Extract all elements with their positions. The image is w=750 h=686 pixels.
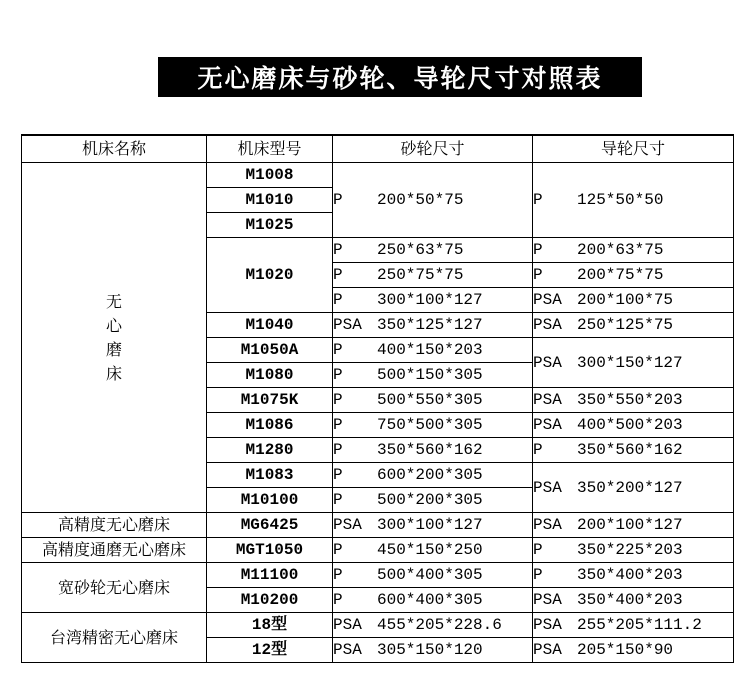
model-cell: M1040: [207, 313, 333, 338]
grinding-wheel-size-cell: PSA 300*100*127: [333, 513, 533, 538]
model-cell: 18型: [207, 613, 333, 638]
grinding-wheel-size-cell: P 350*560*162: [333, 438, 533, 463]
table-row: [22, 538, 734, 563]
grinding-wheel-size-cell: P 600*200*305: [333, 463, 533, 488]
grinding-wheel-size-cell: P 500*400*305: [333, 563, 533, 588]
grinding-wheel-size-cell: P 200*50*75: [333, 163, 533, 238]
model-cell: M1083: [207, 463, 333, 488]
guide-wheel-size-cell: P 200*63*75: [533, 238, 734, 263]
table-row: [22, 163, 734, 188]
model-cell: M1008: [207, 163, 333, 188]
guide-wheel-size-cell: PSA 350*200*127: [533, 463, 734, 513]
model-cell: MGT1050: [207, 538, 333, 563]
table-row: [22, 613, 734, 638]
grinding-wheel-size-cell: PSA 305*150*120: [333, 638, 533, 663]
table-row: [22, 513, 734, 538]
model-cell: M1075K: [207, 388, 333, 413]
model-cell: 12型: [207, 638, 333, 663]
grinding-wheel-size-cell: P 250*75*75: [333, 263, 533, 288]
model-cell: M1020: [207, 238, 333, 313]
model-cell: M1080: [207, 363, 333, 388]
model-cell: M10100: [207, 488, 333, 513]
grinding-wheel-size-cell: P 300*100*127: [333, 288, 533, 313]
category-cell: 高精度通磨无心磨床: [22, 538, 207, 563]
guide-wheel-size-cell: PSA 250*125*75: [533, 313, 734, 338]
model-cell: M1280: [207, 438, 333, 463]
page-title: 无心磨床与砂轮、导轮尺寸对照表: [158, 57, 642, 97]
grinding-wheel-size-cell: PSA 350*125*127: [333, 313, 533, 338]
grinding-wheel-size-cell: P 450*150*250: [333, 538, 533, 563]
grinding-wheel-size-cell: P 500*550*305: [333, 388, 533, 413]
size-comparison-table: [21, 134, 734, 663]
model-cell: M1025: [207, 213, 333, 238]
grinding-wheel-size-cell: P 400*150*203: [333, 338, 533, 363]
guide-wheel-size-cell: P 125*50*50: [533, 163, 734, 238]
table-row: [22, 563, 734, 588]
guide-wheel-size-cell: PSA 300*150*127: [533, 338, 734, 388]
guide-wheel-size-cell: PSA 200*100*75: [533, 288, 734, 313]
grinding-wheel-size-cell: P 600*400*305: [333, 588, 533, 613]
guide-wheel-size-cell: PSA 200*100*127: [533, 513, 734, 538]
header-machine-model: 机床型号: [207, 135, 333, 163]
category-cell: 无心磨床: [22, 163, 207, 513]
category-cell: 台湾精密无心磨床: [22, 613, 207, 663]
model-cell: M1010: [207, 188, 333, 213]
model-cell: MG6425: [207, 513, 333, 538]
header-grinding-wheel-size: 砂轮尺寸: [333, 135, 533, 163]
guide-wheel-size-cell: PSA 255*205*111.2: [533, 613, 734, 638]
guide-wheel-size-cell: P 200*75*75: [533, 263, 734, 288]
guide-wheel-size-cell: P 350*400*203: [533, 563, 734, 588]
header-machine-name: 机床名称: [22, 135, 207, 163]
model-cell: M1050A: [207, 338, 333, 363]
grinding-wheel-size-cell: P 750*500*305: [333, 413, 533, 438]
grinding-wheel-size-cell: P 500*200*305: [333, 488, 533, 513]
model-cell: M10200: [207, 588, 333, 613]
table-header-row: [22, 135, 734, 163]
grinding-wheel-size-cell: PSA 455*205*228.6: [333, 613, 533, 638]
header-guide-wheel-size: 导轮尺寸: [533, 135, 734, 163]
guide-wheel-size-cell: P 350*560*162: [533, 438, 734, 463]
model-cell: M1086: [207, 413, 333, 438]
category-cell: 宽砂轮无心磨床: [22, 563, 207, 613]
guide-wheel-size-cell: PSA 205*150*90: [533, 638, 734, 663]
model-cell: M11100: [207, 563, 333, 588]
guide-wheel-size-cell: PSA 400*500*203: [533, 413, 734, 438]
grinding-wheel-size-cell: P 250*63*75: [333, 238, 533, 263]
guide-wheel-size-cell: PSA 350*400*203: [533, 588, 734, 613]
category-cell: 高精度无心磨床: [22, 513, 207, 538]
guide-wheel-size-cell: P 350*225*203: [533, 538, 734, 563]
grinding-wheel-size-cell: P 500*150*305: [333, 363, 533, 388]
guide-wheel-size-cell: PSA 350*550*203: [533, 388, 734, 413]
